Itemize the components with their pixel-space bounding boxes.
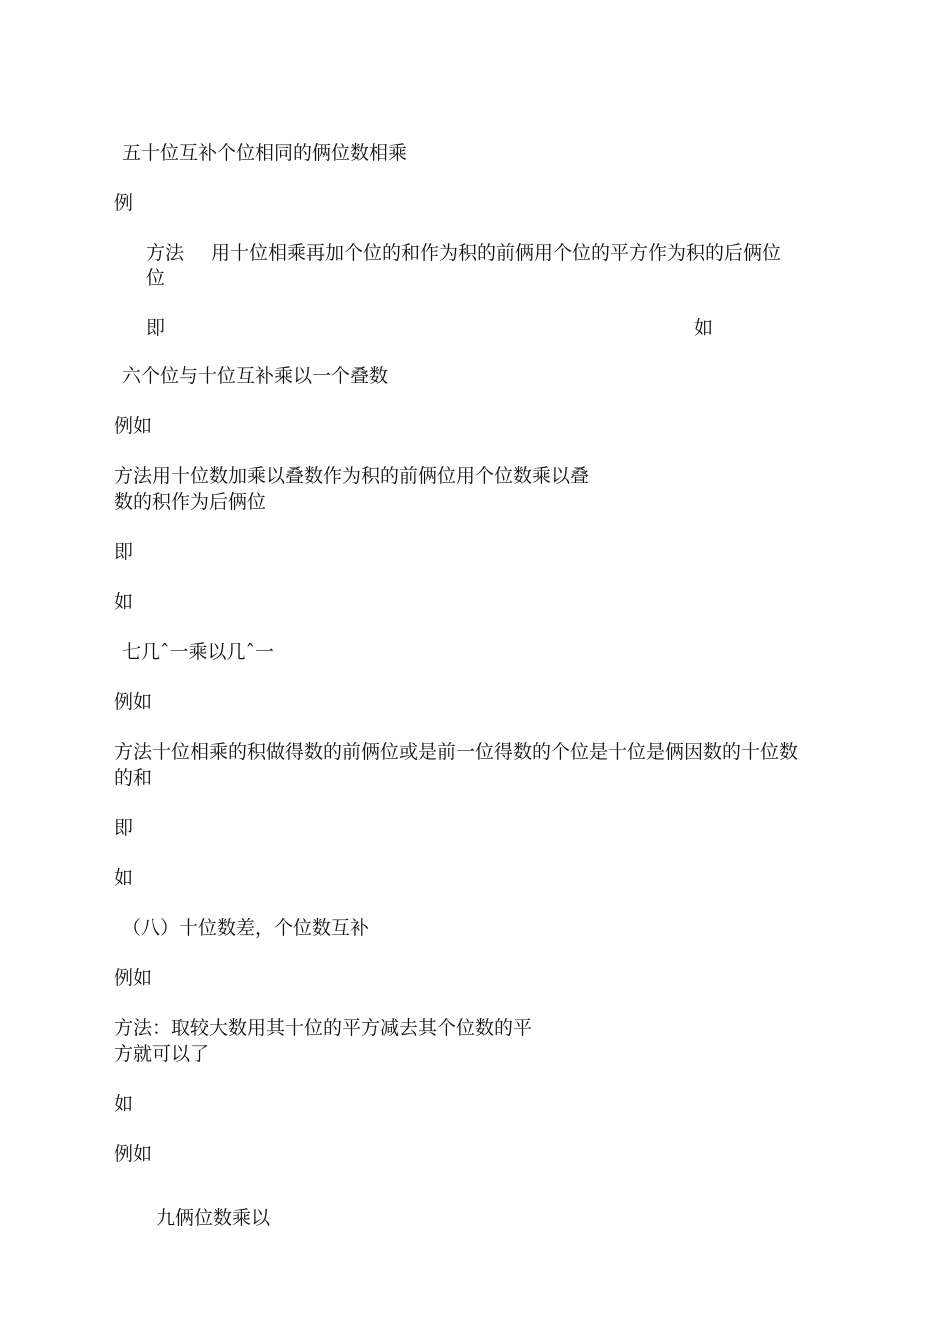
section-six-title: 六个位与十位互补乘以一个叠数 bbox=[122, 365, 389, 387]
section-seven-method-line2: 的和 bbox=[114, 767, 153, 789]
section-six-ru: 如 bbox=[114, 591, 134, 613]
section-seven-method-line1: 方法十位相乘的积做得数的前俩位或是前一位得数的个位是十位是俩因数的十位数 bbox=[114, 741, 799, 763]
section-six-example: 例如 bbox=[114, 415, 153, 437]
section-six-method-line2: 数的积作为后俩位 bbox=[114, 491, 267, 513]
section-five-method-line2: 位 bbox=[146, 267, 166, 289]
section-five-example: 例 bbox=[114, 192, 134, 214]
section-nine-title: 九俩位数乘以 bbox=[156, 1207, 271, 1229]
section-eight-title: （八）十位数差，个位数互补 bbox=[122, 917, 370, 939]
section-five-method-line1: 用十位相乘再加个位的和作为积的前俩用个位的平方作为积的后俩位 bbox=[211, 242, 782, 264]
section-seven-title: 七几ˆ一乘以几ˆ一 bbox=[122, 641, 275, 663]
section-eight-example: 例如 bbox=[114, 967, 153, 989]
section-five-method-label: 方法 bbox=[146, 242, 185, 264]
section-six-ji: 即 bbox=[114, 541, 134, 563]
section-six-method-line1: 方法用十位数加乘以叠数作为积的前俩位用个位数乘以叠 bbox=[114, 465, 590, 487]
section-eight-ru: 如 bbox=[114, 1093, 134, 1115]
section-five-ru: 如 bbox=[694, 317, 714, 339]
section-five-title: 五十位互补个位相同的俩位数相乘 bbox=[122, 142, 408, 164]
section-seven-ji: 即 bbox=[114, 817, 134, 839]
section-eight-method-line1: 方法：取较大数用其十位的平方减去其个位数的平 bbox=[114, 1017, 533, 1039]
section-seven-ru: 如 bbox=[114, 867, 134, 889]
section-seven-example: 例如 bbox=[114, 691, 153, 713]
section-eight-method-line2: 方就可以了 bbox=[114, 1043, 210, 1065]
section-five-ji: 即 bbox=[146, 317, 166, 339]
section-eight-example2: 例如 bbox=[114, 1143, 153, 1165]
